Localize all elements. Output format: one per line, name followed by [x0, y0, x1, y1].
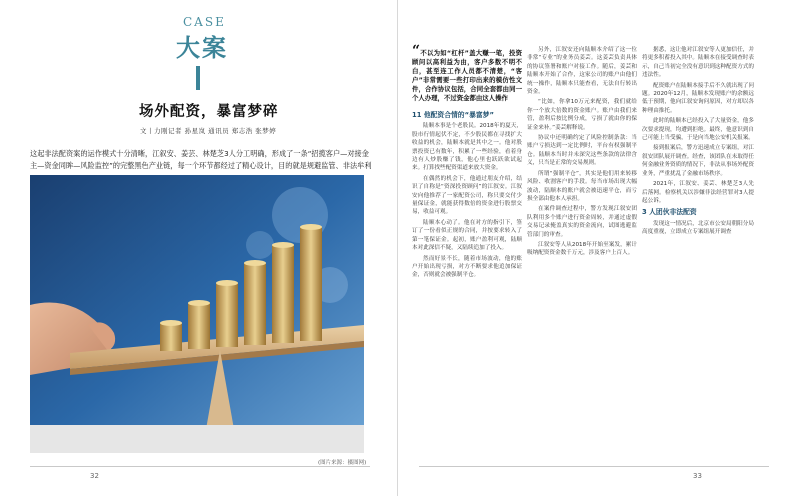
article-byline: 文丨力刚记者 孙星岚 通讯员 郑志浩 张梦婷: [140, 127, 277, 135]
text-column-1: [412, 43, 522, 282]
paragraph: 另外，江叙安还向陆顺本介绍了这一位非常“专业”的业务员姜芸。这姜芸负责具体的协议签署和账户对接工作。随后，姜芸和陆顺本开始了合作，这家公司的账户由他们统一操作，陆顺本只能查看，无法自行转出资金。: [527, 47, 637, 96]
paragraph: 2021年，江叙安、姜芸、林楚芝3人先后落网。检察机关以涉嫌非法经营罪对3人提起公诉。: [642, 181, 754, 204]
paragraph: 接到报案后，警方迅速成立专案组，对江叙安团队展开调查。经查，该团队在未取得任何金融业务资质的情况下，非法从事场外配资业务，严重扰乱了金融市场秩序。: [642, 145, 754, 177]
paragraph: 江叙安等人从2018年开始至案发，累计吸纳配资资金数千万元，涉及客户上百人。: [527, 241, 637, 257]
case-title: 大案: [176, 34, 228, 62]
quote-mark-icon: “: [412, 43, 421, 59]
page-number: 33: [693, 472, 702, 480]
footer-rule: [30, 466, 370, 467]
case-title-bar: [196, 66, 200, 90]
paragraph: 配资账户在陆顺本接手后不久就出现了问题。2020年12月，陆顺本发现账户的余额远低于预期，他向江叙安询问原因，对方却以各种理由推托。: [642, 82, 754, 114]
paragraph: 发现这一情况后，北京市公安局朝阳分局高度重视，立即成立专案组展开调查: [642, 220, 754, 236]
left-page: [0, 0, 398, 496]
paragraph: 陆顺本事是个老股民。2018年的夏天，股市行情起伏不定，不少股民都在寻找扩大收益的机会，陆顺本就是其中之一。他对股票投资已有数年，积累了一些经验，看着身边有人炒股赚了钱，他心里也跃跃欲试起来。打算找些配资渠道来放大资金。: [412, 123, 522, 172]
paragraph: 陆顺本心动了。他在对方的指引下，签订了一份看似正规的合同，并按要求转入了第一笔保证金。起初，账户盈利可观，陆顺本对此深信不疑，又陆续追加了投入。: [412, 219, 522, 252]
paragraph: 协议中还明确约定了风险控制条款：当账户亏损达到一定比例时，平台有权强制平仓。陆顺本当时并未深究这些条款的法律含义，只当是正常的交易规则。: [527, 135, 637, 167]
text-column-3: [642, 46, 754, 239]
case-label: CASE: [183, 15, 226, 29]
coin-stacks-photo: [30, 175, 364, 453]
section-heading-1: 11 他配资合情的“暴富梦”: [412, 111, 494, 119]
paragraph: 然而好景不长，随着市场波动，他的账户开始出现亏损，对方不断要求他追加保证金，否则就会被强制平仓。: [412, 255, 522, 279]
photo-caption: (图片来源：摄图网): [318, 460, 367, 466]
text-column-2: [527, 46, 637, 260]
paragraph: 在偶然的机会下，他通过朋友介绍，结识了自称是“资深投资顾问”的江叙安。江叙安向他推荐了一家配资公司，称只要交付少量保证金，就能获得数倍的资金进行股票交易，收益可观。: [412, 175, 522, 216]
paragraph: 此时的陆顺本已经投入了大量资金，他多次要求提现，均遭到拒绝。最终，他意识到自己可能上当受骗，于是向当地公安机关报案。: [642, 118, 754, 142]
coin-stacks-illustration: [30, 175, 364, 453]
section-heading-2: 3 人团伙非法配资: [642, 208, 697, 217]
article-headline: 场外配资，暴富梦碎: [139, 104, 279, 120]
paragraph: “比如，你拿10万元来配资，我们就给你一个放大倍数的资金账户。账户由我们来管，盈利后按比例分成，亏损了就由你的保证金来补。”姜芸解释说。: [527, 99, 637, 131]
paragraph: 所谓“强制平仓”，其实是他们用来转移风险、收割客户的手段。每当市场出现大幅波动，陆顺本的账户就会被迅速平仓，而亏损全部由他本人承担。: [527, 170, 637, 202]
paragraph: 据悉，这让他对江叙安等人更加信任，并将更多积蓄投入其中。陆顺本在接受调查时表示，自己当初完全没有意识到这种配资方式的违法性。: [642, 47, 754, 79]
article-intro: 这起非法配资案的运作模式十分清晰，江叙安、姜芸、林楚芝3人分工明确，形成了一条“招揽客户—对接金主—资金同眸—风险监控”的完整黑色产业链，每一个环节都经过了精心设计，目的就是规避监管、非法牟利: [30, 149, 372, 170]
pull-quote: “不以为如“杠杆”盖大赚一笔，投资顾问以高利益为由，客户多数不明不白，甚至连工作人员都不清楚，“客户”非常需要一些打印出来的模仿性文件，合作协议包括，合同全套都由同一个人办理，不过资金都由这人操作: [412, 43, 522, 102]
paragraph: 在案件调查过程中，警方发现江叙安团队利用多个账户进行资金周转，并通过虚假交易记录掩盖真实的资金流向，试图逃避监管部门的审查。: [527, 206, 637, 238]
right-page: [399, 0, 799, 496]
footer-rule: [419, 466, 769, 467]
page-number: 32: [90, 472, 99, 480]
